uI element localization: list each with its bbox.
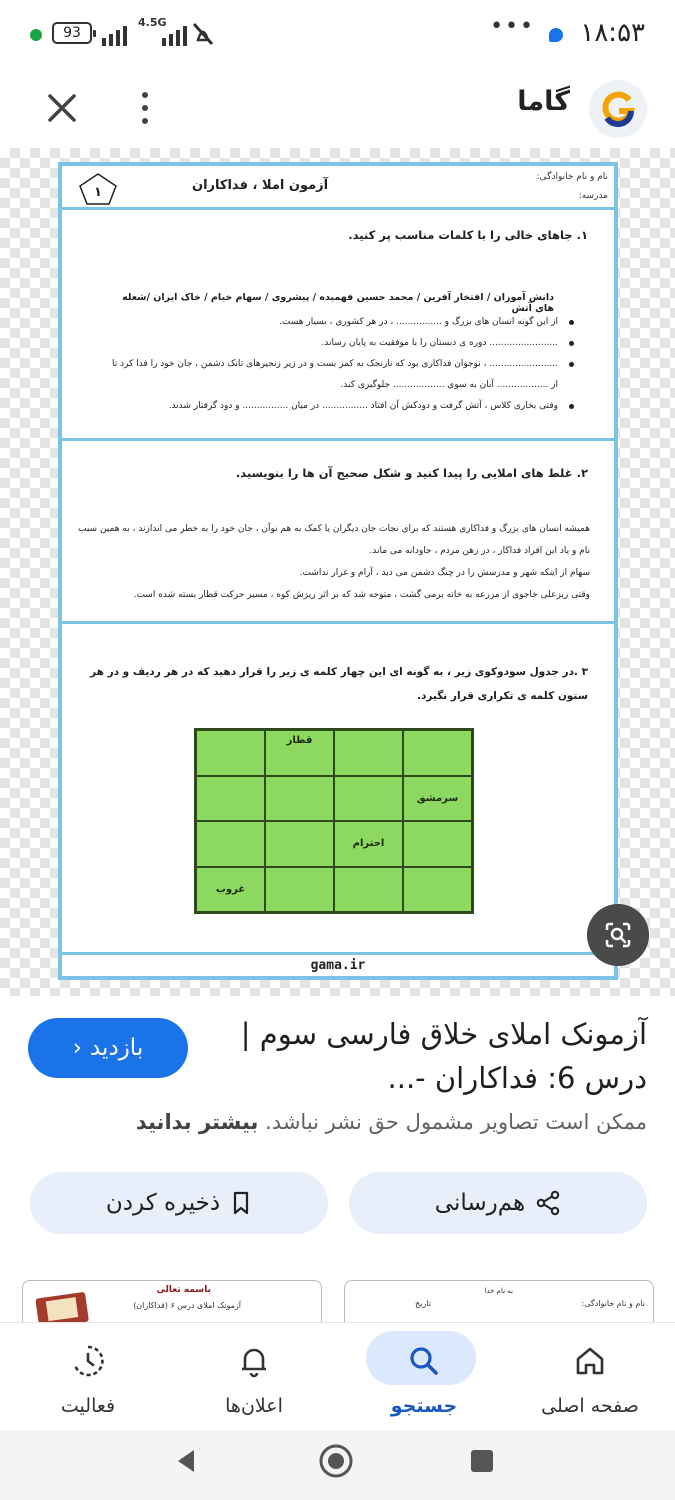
image-preview[interactable]	[0, 148, 675, 996]
back-icon[interactable]	[172, 1446, 202, 1476]
grid-cell: احترام	[334, 821, 403, 867]
bookmark-icon	[230, 1190, 252, 1216]
battery-level: 93	[63, 25, 81, 41]
grid-cell	[265, 821, 334, 867]
word-bank: دانش آموزان / افتخار آفرین / محمد حسین فهمیده / پیشروی / سهام خیام / خاک ایران /شعله های آتش	[122, 292, 554, 314]
share-button[interactable]	[349, 1172, 647, 1234]
lens-search-icon[interactable]	[587, 904, 649, 966]
q2-line: همیشه انسان های بزرگ و فداکاری هستند که برای نجات جان دیگران یا کمک به هم نوآن ، جان خود را به خطر می اندازند ، به همین سبب نام و یاد این افراد فداکار ، در زهن مردم ، جاودانه می ماند.	[78, 524, 590, 556]
more-options-icon[interactable]	[130, 86, 160, 130]
nav-label: جستجو	[390, 1395, 458, 1417]
nav-label: اعلان‌ها	[225, 1395, 283, 1417]
q3-text: ۳ .در جدول سودوکوی زیر ، به گونه ای این چهار کلمه ی زیر را قرار دهید که در هر ردیف و در هر ستون کلمه ی تکراری قرار نگیرد.	[90, 666, 588, 702]
grid-cell	[196, 821, 265, 867]
close-icon[interactable]	[40, 86, 84, 130]
viewer-header	[0, 70, 675, 148]
visit-label: بازدید	[89, 1035, 144, 1061]
activity-icon	[68, 1341, 108, 1381]
nav-home[interactable]	[506, 1331, 674, 1431]
search-icon	[404, 1341, 444, 1381]
share-icon	[535, 1190, 561, 1216]
result-title[interactable]: آزمونک املای خلاق فارسی سوم | درس 6: فداکاران -...	[240, 1017, 647, 1095]
thumb-label: به نام خدا	[484, 1287, 513, 1295]
thumb-date-label: تاریخ	[415, 1299, 431, 1308]
grid-cell	[403, 867, 472, 913]
share-label: هم‌رسانی	[434, 1190, 526, 1216]
site-name[interactable]: گاما	[517, 86, 570, 117]
footer-url: gama.ir	[310, 958, 366, 973]
q2-line: وقتی ریزعلی خاجوی از مزرعه به خانه برمی گشت ، متوجه شد که بر اثر ریزش کوه ، مسیر حرکت قطار بسته شده است.	[133, 590, 590, 600]
grid-cell	[334, 867, 403, 913]
recents-icon[interactable]	[468, 1447, 496, 1475]
school-label: مدرسه:	[578, 191, 608, 201]
status-bar	[0, 0, 675, 70]
grid-cell	[196, 776, 265, 822]
copyright-notice	[27, 1110, 647, 1134]
q2-paragraph	[75, 518, 590, 606]
name-label: نام و نام خانوادگی:	[536, 172, 608, 182]
home-button-icon[interactable]	[317, 1442, 355, 1480]
chevron-left-icon: ‹	[72, 1035, 82, 1061]
save-label: ذخیره کردن	[105, 1190, 221, 1216]
visit-button[interactable]	[28, 1018, 188, 1078]
list-item: از این گونه انسان های بزرگ و ................ ، در هر کشوری ، بسیار هست.	[104, 312, 574, 333]
sheet-header	[62, 166, 614, 210]
status-more-icon: •••	[490, 14, 535, 39]
learn-more-link[interactable]: بیشتر بدانید	[135, 1110, 259, 1134]
exam-number: ۱	[94, 185, 102, 200]
grid-cell	[334, 776, 403, 822]
clock: ۱۸:۵۳	[580, 18, 645, 48]
network-type: 4.5G	[138, 16, 167, 29]
home-icon	[570, 1341, 610, 1381]
grid-cell	[196, 730, 265, 776]
grid-cell	[403, 730, 472, 776]
copyright-text: ممکن است تصاویر مشمول حق نشر نباشد.	[265, 1110, 647, 1134]
q2-title: ۲. غلط های املایی را پیدا کنید و شکل صحیح آن ها را بنویسید.	[235, 466, 588, 480]
pentagon-badge	[78, 172, 118, 206]
save-button[interactable]	[30, 1172, 328, 1234]
privacy-indicator-icon	[30, 29, 42, 41]
nav-search[interactable]	[340, 1331, 508, 1431]
section-divider	[62, 438, 614, 441]
grid-cell	[265, 867, 334, 913]
nav-notifications[interactable]	[170, 1331, 338, 1431]
nav-label: فعالیت	[60, 1395, 116, 1417]
exam-title: آزمون املا ، فداکاران	[192, 178, 329, 193]
grid-cell	[334, 730, 403, 776]
battery-icon	[52, 22, 92, 44]
system-navigation	[0, 1430, 675, 1500]
section-divider	[62, 621, 614, 624]
list-item: ........................ دوره ی دبستان را با موفقیت به پایان رساند.	[104, 333, 574, 354]
site-logo-icon[interactable]	[589, 80, 647, 138]
grid-cell	[265, 776, 334, 822]
grid-cell: غروب	[196, 867, 265, 913]
grid-cell	[403, 821, 472, 867]
nav-activity[interactable]	[4, 1331, 172, 1431]
sheet-footer-line	[62, 952, 614, 955]
bottom-navigation	[0, 1322, 675, 1430]
nav-label: صفحه اصلی	[541, 1395, 639, 1417]
q2-line: سهام از اینکه شهر و مدرسش را در چنگ دشمن می دید ، آرام و غرار نداشت.	[299, 568, 590, 578]
grid-cell: قطار	[265, 730, 334, 776]
grid-cell: سرمشق	[403, 776, 472, 822]
thumb-name-label: نام و نام خانوادگی:	[581, 1299, 645, 1308]
list-item: ........................ ، نوجوان فداکاری بود که نارنجک به کمر بست و در زیر زنجیرهای تانک دشمن ، جان خود را فدا کرد تا از .................. آنان به سوی .................. جلوگیری کند.	[104, 354, 574, 396]
list-item: وقتی بخاری کلاس ، آتش گرفت و دودکش آن افتاد ................ در میان ................ و دود گرفتار شدند.	[104, 396, 574, 417]
q1-title: ۱. جاهای خالی را با کلمات مناسب پر کنید.	[348, 228, 588, 242]
thumb-subtitle: آزمونک املای درس ۶ (فداکاران)	[133, 1301, 241, 1310]
exam-sheet	[58, 162, 618, 980]
sudoku-grid	[194, 728, 474, 914]
q1-list	[104, 312, 574, 417]
bell-icon	[234, 1341, 274, 1381]
thumb-title: باسمه تعالی	[156, 1285, 211, 1295]
message-notification-icon	[549, 28, 563, 42]
